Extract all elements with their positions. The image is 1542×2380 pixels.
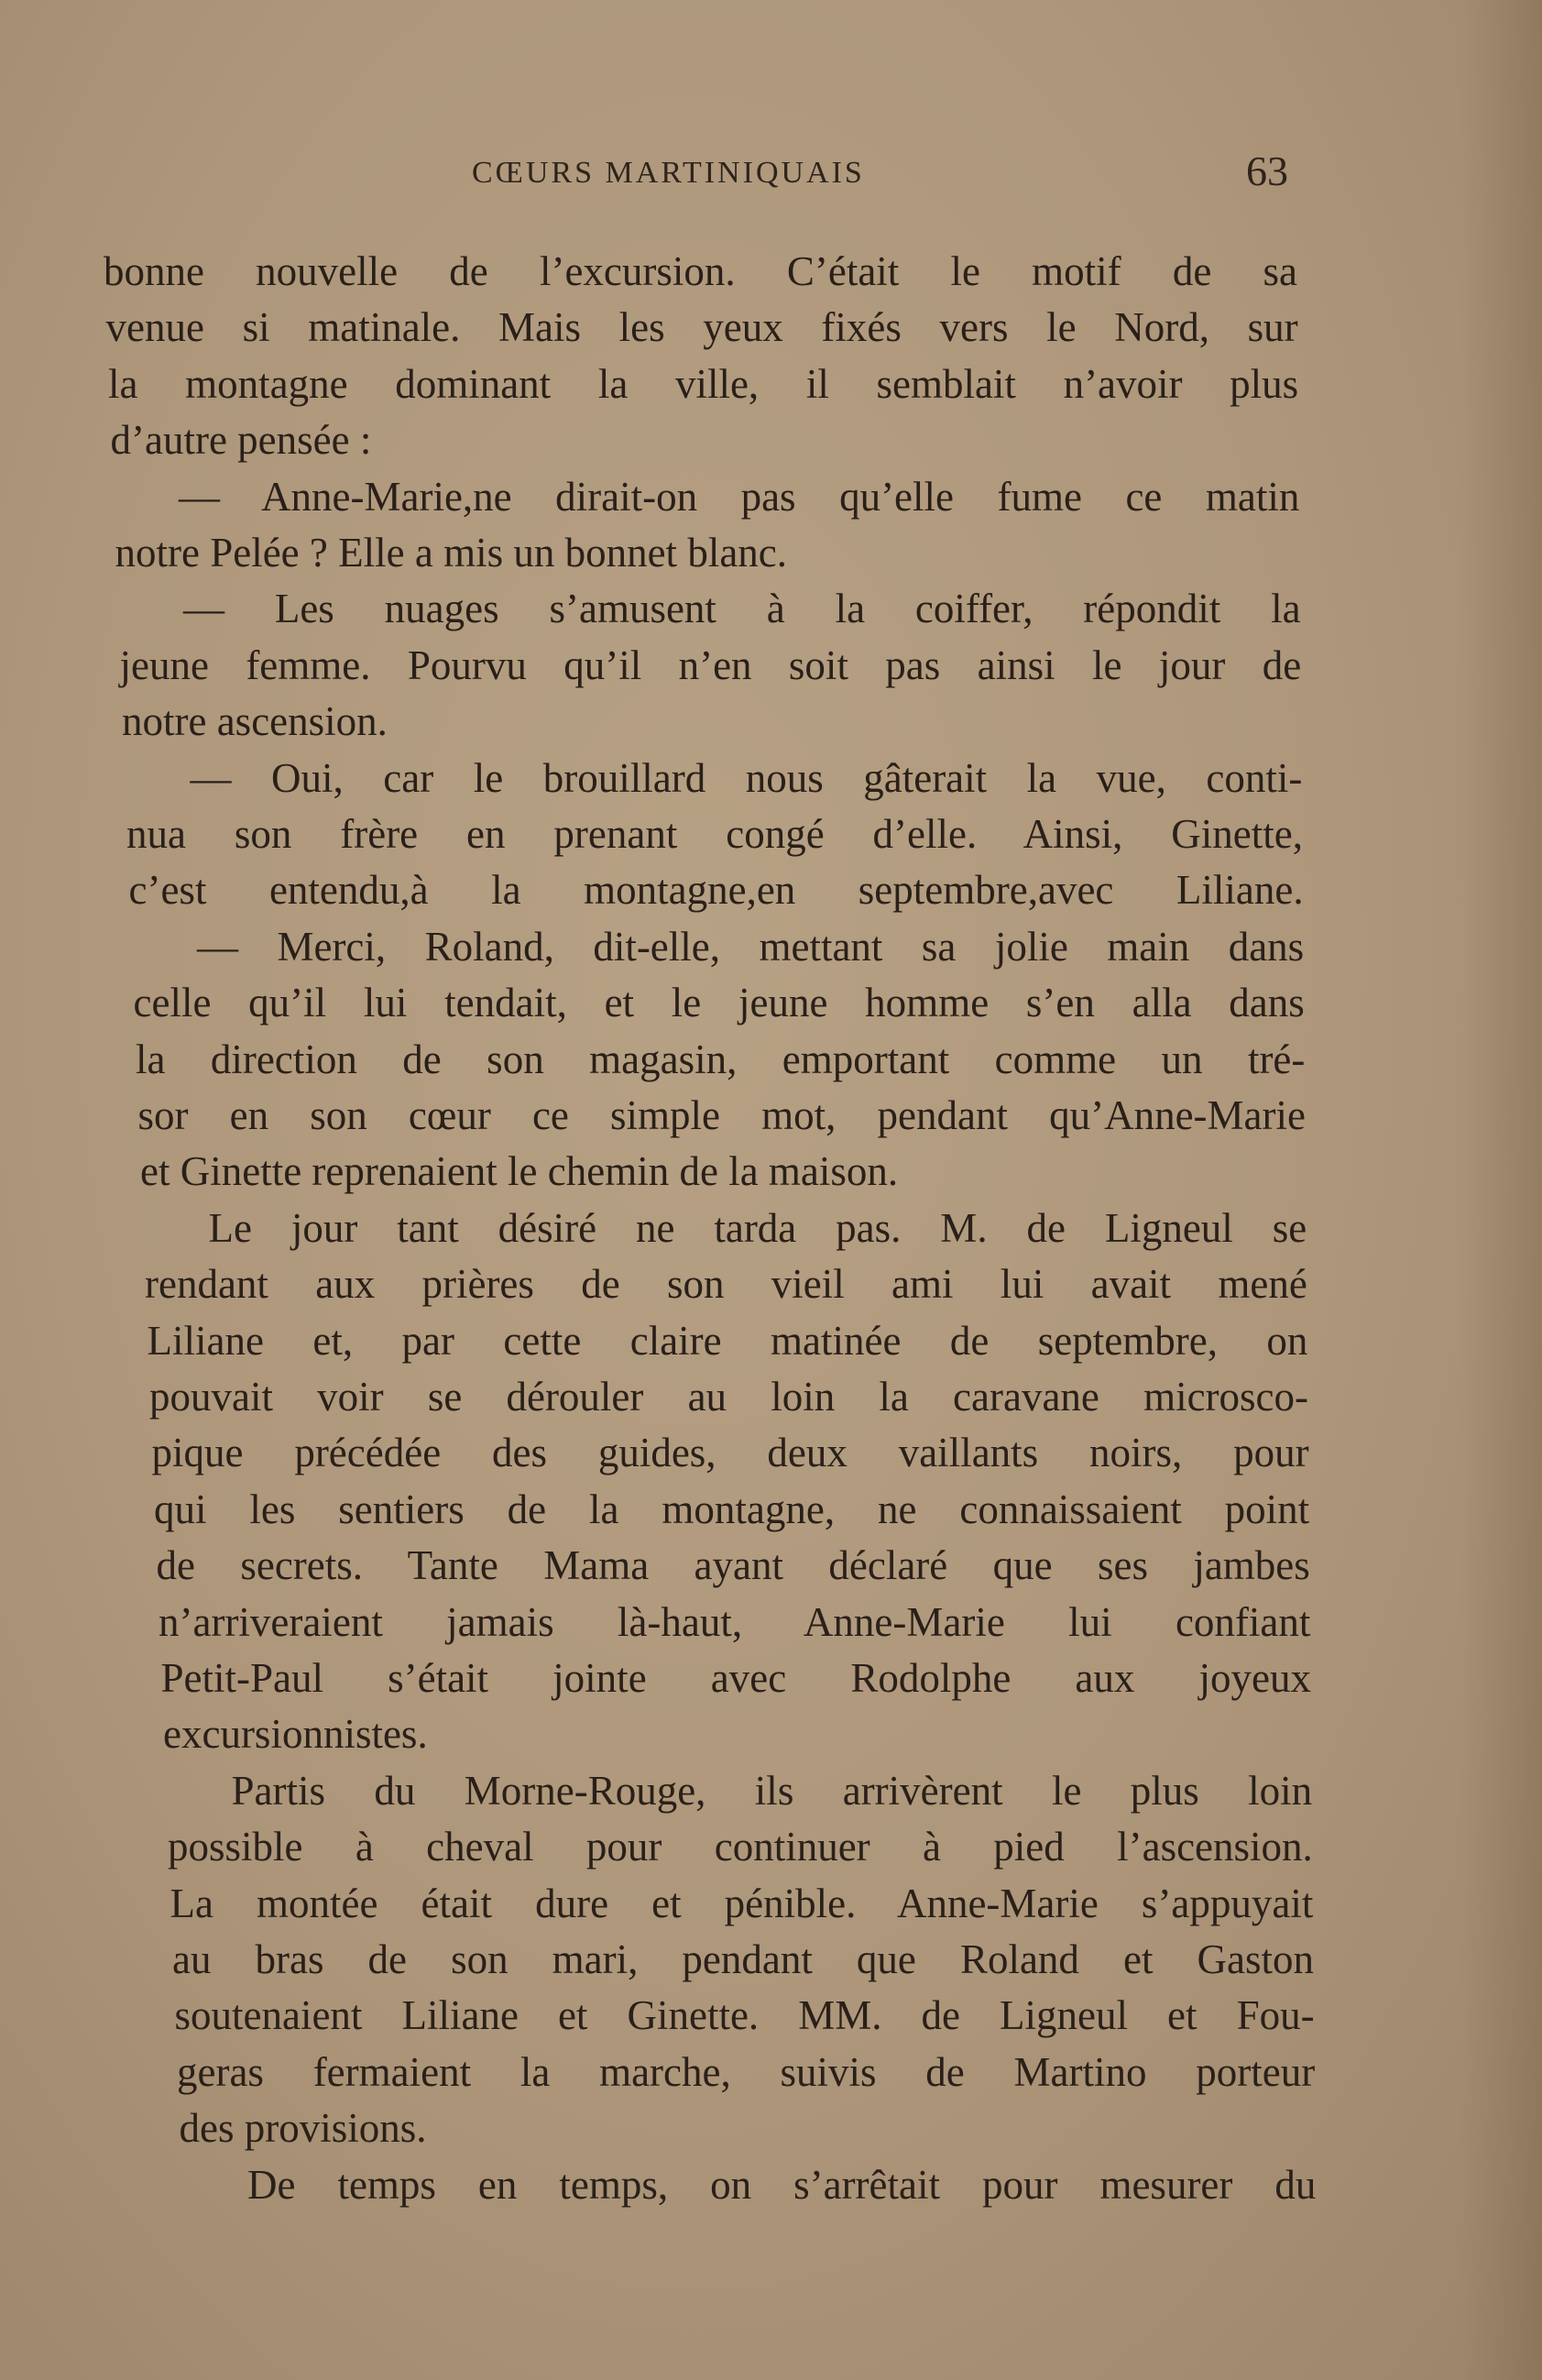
text-line: notre Pelée ? Elle a mis un bonnet blanc.: [115, 530, 788, 576]
text-line: Le jour tant désiré ne tarda pas. M. de Ligneul se: [208, 1204, 1307, 1251]
text-line: venue si matinale. Mais les yeux fixés vers le Nord, sur: [105, 304, 1298, 351]
text-line: Petit-Paul s’était jointe avec Rodolphe aux joyeux: [160, 1655, 1311, 1701]
text-line: jeune femme. Pourvu qu’il n’en soit pas ainsi le jour de: [119, 642, 1302, 688]
text-line: sor en son cœur ce simple mot, pendant qu’Anne-Marie: [137, 1092, 1306, 1138]
text-line: — Anne-Marie,ne dirait-on pas qu’elle fume ce matin: [179, 473, 1300, 520]
page-edge-shadow: [1460, 0, 1542, 2380]
text-line: pouvait voir se dérouler au loin la caravane microsco-: [149, 1374, 1308, 1420]
text-line: celle qu’il lui tendait, et le jeune homme s’en alla dans: [133, 980, 1305, 1026]
text-line: possible à cheval pour continuer à pied l’ascension.: [168, 1824, 1313, 1870]
text-line: qui les sentiers de la montagne, ne connaissaient point: [154, 1486, 1310, 1532]
text-line: au bras de son mari, pendant que Roland et Gaston: [172, 1936, 1314, 1982]
text-line: la direction de son magasin, emportant comme un tré-: [136, 1036, 1306, 1082]
text-line: d’autre pensée :: [110, 417, 372, 464]
text-line: pique précédée des guides, deux vaillants noirs, pour: [151, 1430, 1309, 1476]
text-line: nua son frère en prenant congé d’elle. Ainsi, Ginette,: [126, 811, 1303, 857]
text-line: c’est entendu,à la montagne,en septembre,avec Liliane.: [128, 867, 1304, 914]
text-line: n’arriveraient jamais là-haut, Anne-Marie lui confiant: [159, 1598, 1311, 1645]
text-line: notre ascension.: [122, 698, 388, 745]
text-line: Partis du Morne-Rouge, ils arrivèrent le plus loin: [231, 1767, 1313, 1814]
text-line: rendant aux prières de son vieil ami lui avait mené: [145, 1261, 1307, 1308]
text-line: bonne nouvelle de l’excursion. C’était le motif de sa: [104, 248, 1297, 294]
text-line: — Les nuages s’amusent à la coiffer, répondit la: [183, 586, 1301, 632]
text-line: excursionnistes.: [163, 1711, 428, 1758]
text-line: la montagne dominant la ville, il semblait n’avoir plus: [108, 360, 1299, 407]
text-line: geras fermaient la marche, suivis de Martino porteur: [177, 2048, 1316, 2095]
text-line: Liliane et, par cette claire matinée de septembre, on: [147, 1317, 1308, 1364]
text-line: La montée était dure et pénible. Anne-Marie s’appuyait: [170, 1880, 1314, 1926]
text-line: soutenaient Liliane et Ginette. MM. de Ligneul et Fou-: [174, 1992, 1315, 2039]
page-number: 63: [1246, 148, 1288, 194]
text-line: — Oui, car le brouillard nous gâterait la vue, conti-: [190, 754, 1303, 801]
text-line: et Ginette reprenaient le chemin de la maison.: [140, 1148, 899, 1195]
text-line: des provisions.: [179, 2105, 427, 2152]
running-title: CŒURS MARTINIQUAIS: [472, 156, 865, 190]
text-line: De temps en temps, on s’arrêtait pour mesurer du: [247, 2161, 1317, 2208]
text-line: — Merci, Roland, dit-elle, mettant sa jolie main dans: [197, 923, 1305, 970]
text-line: de secrets. Tante Mama ayant déclaré que ses jambes: [156, 1542, 1310, 1589]
